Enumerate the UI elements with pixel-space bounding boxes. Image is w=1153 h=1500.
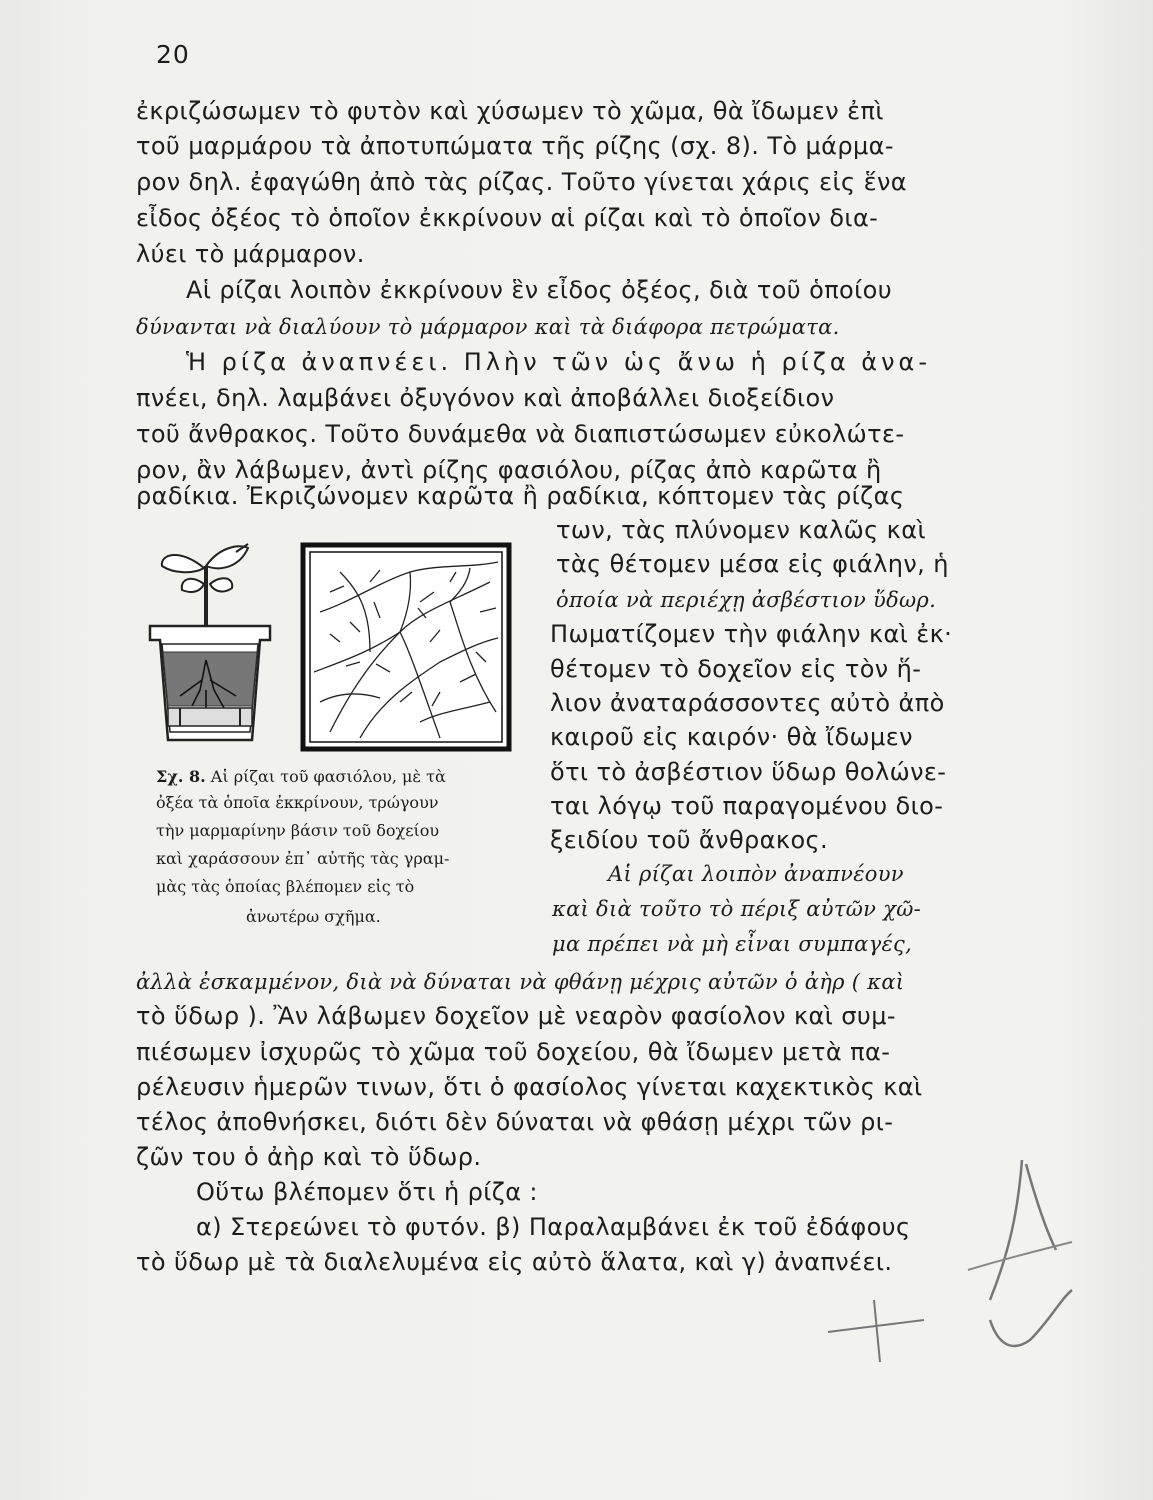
body-line: θέτομεν τὸ δοχεῖον εἰς τὸν ἥ- xyxy=(550,655,922,683)
pencil-mark-x xyxy=(960,1150,1080,1370)
body-line: καιροῦ εἰς καιρόν· θὰ ἴδωμεν xyxy=(550,723,913,751)
page-number: 20 xyxy=(156,40,190,69)
body-line: ται λόγῳ τοῦ παραγομένου διο- xyxy=(550,792,944,820)
italic-line: μα πρέπει νὰ μὴ εἶναι συμπαγές, xyxy=(552,932,913,956)
body-line: ρον, ἂν λάβωμεν, ἀντὶ ρίζης φασιόλου, ρίζας ἀπὸ καρῶτα ἢ xyxy=(136,456,882,484)
figure-caption xyxy=(156,766,446,788)
body-line: ὁποία νὰ περιέχῃ ἀσβέστιον ὕδωρ. xyxy=(556,588,937,612)
body-line: πνέει, δηλ. λαμβάνει ὀξυγόνον καὶ ἀποβάλλει διοξείδιον xyxy=(136,384,835,412)
section-heading-line: Ἡ ρίζα ἀναπνέει. Πλὴν τῶν ὡς ἄνω ἡ ρίζα ἀνα- xyxy=(186,348,932,376)
body-line: λύει τὸ μάρμαρον. xyxy=(136,240,365,268)
body-line: των, τὰς πλύνομεν καλῶς καὶ xyxy=(556,516,926,544)
body-line: πιέσωμεν ἰσχυρῶς τὸ χῶμα τοῦ δοχείου, θὰ ἴδωμεν μετὰ πα- xyxy=(136,1038,891,1066)
body-line: Οὕτω βλέπομεν ὅτι ἡ ρίζα : xyxy=(196,1178,538,1206)
body-line: ὅτι τὸ ἀσβέστιον ὕδωρ θολώνε- xyxy=(550,758,947,786)
body-line: τὸ ὕδωρ ). Ἂν λάβωμεν δοχεῖον μὲ νεαρὸν φασίολον καὶ συμ- xyxy=(136,1002,896,1030)
body-line: τὸ ὕδωρ μὲ τὰ διαλελυμένα εἰς αὐτὸ ἅλατα, καὶ γ) ἀναπνέει. xyxy=(136,1248,893,1276)
potted-plant-illustration xyxy=(140,540,290,750)
italic-line: ἀλλὰ ἐσκαμμένον, διὰ νὰ δύναται νὰ φθάνῃ μέχρις αὐτῶν ὁ ἀὴρ ( καὶ xyxy=(136,970,905,994)
body-line: ρέλευσιν ἡμερῶν τινων, ὅτι ὁ φασίολος γίνεται καχεκτικὸς καὶ xyxy=(136,1073,923,1101)
caption-line: ἀνωτέρω σχῆμα. xyxy=(246,907,381,926)
body-line: τοῦ μαρμάρου τὰ ἀποτυπώματα τῆς ρίζης (σχ. 8). Τὸ μάρμα- xyxy=(136,132,894,160)
body-line: τὰς θέτομεν μέσα εἰς φιάλην, ἡ xyxy=(556,550,949,578)
italic-line: Αἱ ρίζαι λοιπὸν ἀναπνέουν xyxy=(608,862,904,886)
body-line: τέλος ἀποθνήσκει, διότι δὲν δύναται νὰ φθάσῃ μέχρι τῶν ρι- xyxy=(136,1108,894,1136)
body-line: εἶδος ὀξέος τὸ ὁποῖον ἐκκρίνουν αἱ ρίζαι καὶ τὸ ὁποῖον δια- xyxy=(136,204,879,232)
caption-line: ὀξέα τὰ ὁποῖα ἐκκρίνουν, τρώγουν xyxy=(156,793,439,812)
caption-line: τὴν μαρμαρίνην βάσιν τοῦ δοχείου xyxy=(156,821,440,840)
body-line: α) Στερεώνει τὸ φυτόν. β) Παραλαμβάνει ἐκ τοῦ ἐδάφους xyxy=(196,1213,911,1241)
italic-line: δύνανται νὰ διαλύουν τὸ μάρμαρον καὶ τὰ διάφορα πετρώματα. xyxy=(136,315,840,339)
etched-marble-illustration xyxy=(300,542,512,752)
body-line: ραδίκια. Ἐκριζώνομεν καρῶτα ἢ ραδίκια, κόπτομεν τὰς ρίζας xyxy=(136,482,905,510)
body-line: Αἱ ρίζαι λοιπὸν ἐκκρίνουν ἓν εἶδος ὀξέος, διὰ τοῦ ὁποίου xyxy=(186,276,893,304)
body-line: ζῶν του ὁ ἀὴρ καὶ τὸ ὕδωρ. xyxy=(136,1143,482,1171)
caption-line: μὰς τὰς ὁποίας βλέπομεν εἰς τὸ xyxy=(156,877,415,896)
caption-line: Αἱ ρίζαι τοῦ φασιόλου, μὲ τὰ xyxy=(210,767,446,786)
body-line: Πωματίζομεν τὴν φιάλην καὶ ἐκ· xyxy=(550,620,953,648)
caption-line: καὶ χαράσσουν ἐπ᾽ αὐτῆς τὰς γραμ- xyxy=(156,849,450,868)
body-line: ρον δηλ. ἐφαγώθη ἀπὸ τὰς ρίζας. Τοῦτο γίνεται χάρις εἰς ἕνα xyxy=(136,168,907,196)
pencil-mark-plus xyxy=(820,1290,930,1370)
italic-line: καὶ διὰ τοῦτο τὸ πέριξ αὐτῶν χῶ- xyxy=(552,897,922,921)
figure-label: Σχ. 8. xyxy=(156,767,206,786)
body-line: τοῦ ἄνθρακος. Τοῦτο δυνάμεθα νὰ διαπιστώσωμεν εὐκολώτε- xyxy=(136,420,905,448)
body-line: ξειδίου τοῦ ἄνθρακος. xyxy=(550,826,829,854)
body-line: λιον ἀναταράσσοντες αὐτὸ ἀπὸ xyxy=(550,689,945,717)
body-line: ἐκριζώσωμεν τὸ φυτὸν καὶ χύσωμεν τὸ χῶμα, θὰ ἴδωμεν ἐπὶ xyxy=(136,97,884,125)
